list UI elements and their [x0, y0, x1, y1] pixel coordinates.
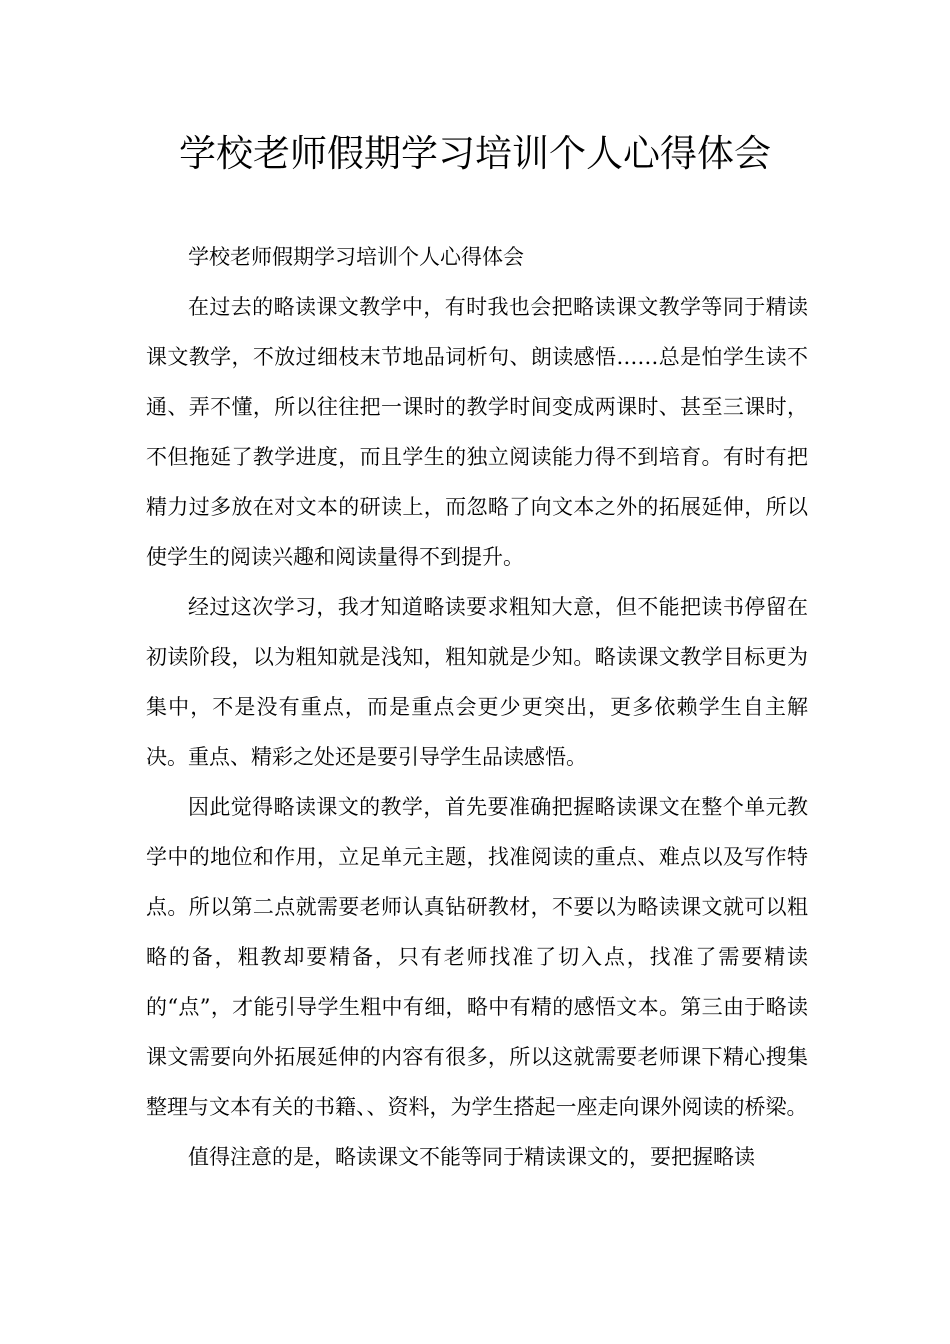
paragraph: 经过这次学习，我才知道略读要求粗知大意，但不能把读书停留在初读阶段，以为粗知就是浅知，粗知就是少知。略读课文教学目标更为集中，不是没有重点，而是重点会更少更突出，更多依赖学生自主解决。重点、精彩之处还是要引导学生品读感悟。 [146, 595, 808, 769]
paragraph: 在过去的略读课文教学中，有时我也会把略读课文教学等同于精读课文教学，不放过细枝末节地品词析句、朗读感悟……总是怕学生读不通、弄不懂，所以往往把一课时的教学时间变成两课时、甚至三课时，不但拖延了教学进度，而且学生的独立阅读能力得不到培育。有时有把精力过多放在对文本的研读上，而忽略了向文本之外的拓展延伸，所以使学生的阅读兴趣和阅读量得不到提升。 [146, 295, 808, 569]
paragraph-subtitle: 学校老师假期学习培训个人心得体会 [188, 245, 524, 269]
document-title: 学校老师假期学习培训个人心得体会 [179, 132, 771, 175]
paragraph: 值得注意的是，略读课文不能等同于精读课文的，要把握略读 [188, 1145, 755, 1169]
document-body [146, 232, 808, 1182]
paragraph: 因此觉得略读课文的教学，首先要准确把握略读课文在整个单元教学中的地位和作用，立足单元主题，找准阅读的重点、难点以及写作特点。所以第二点就需要老师认真钻研教材，不要以为略读课文就可以粗略的备，粗教却要精备，只有老师找准了切入点，找准了需要精读的“点”，才能引导学生粗中有细，略中有精的感悟文本。第三由于略读课文需要向外拓展延伸的内容有很多，所以这就需要老师课下精心搜集整理与文本有关的书籍、、资料，为学生搭起一座走向课外阅读的桥梁。 [146, 795, 808, 1119]
